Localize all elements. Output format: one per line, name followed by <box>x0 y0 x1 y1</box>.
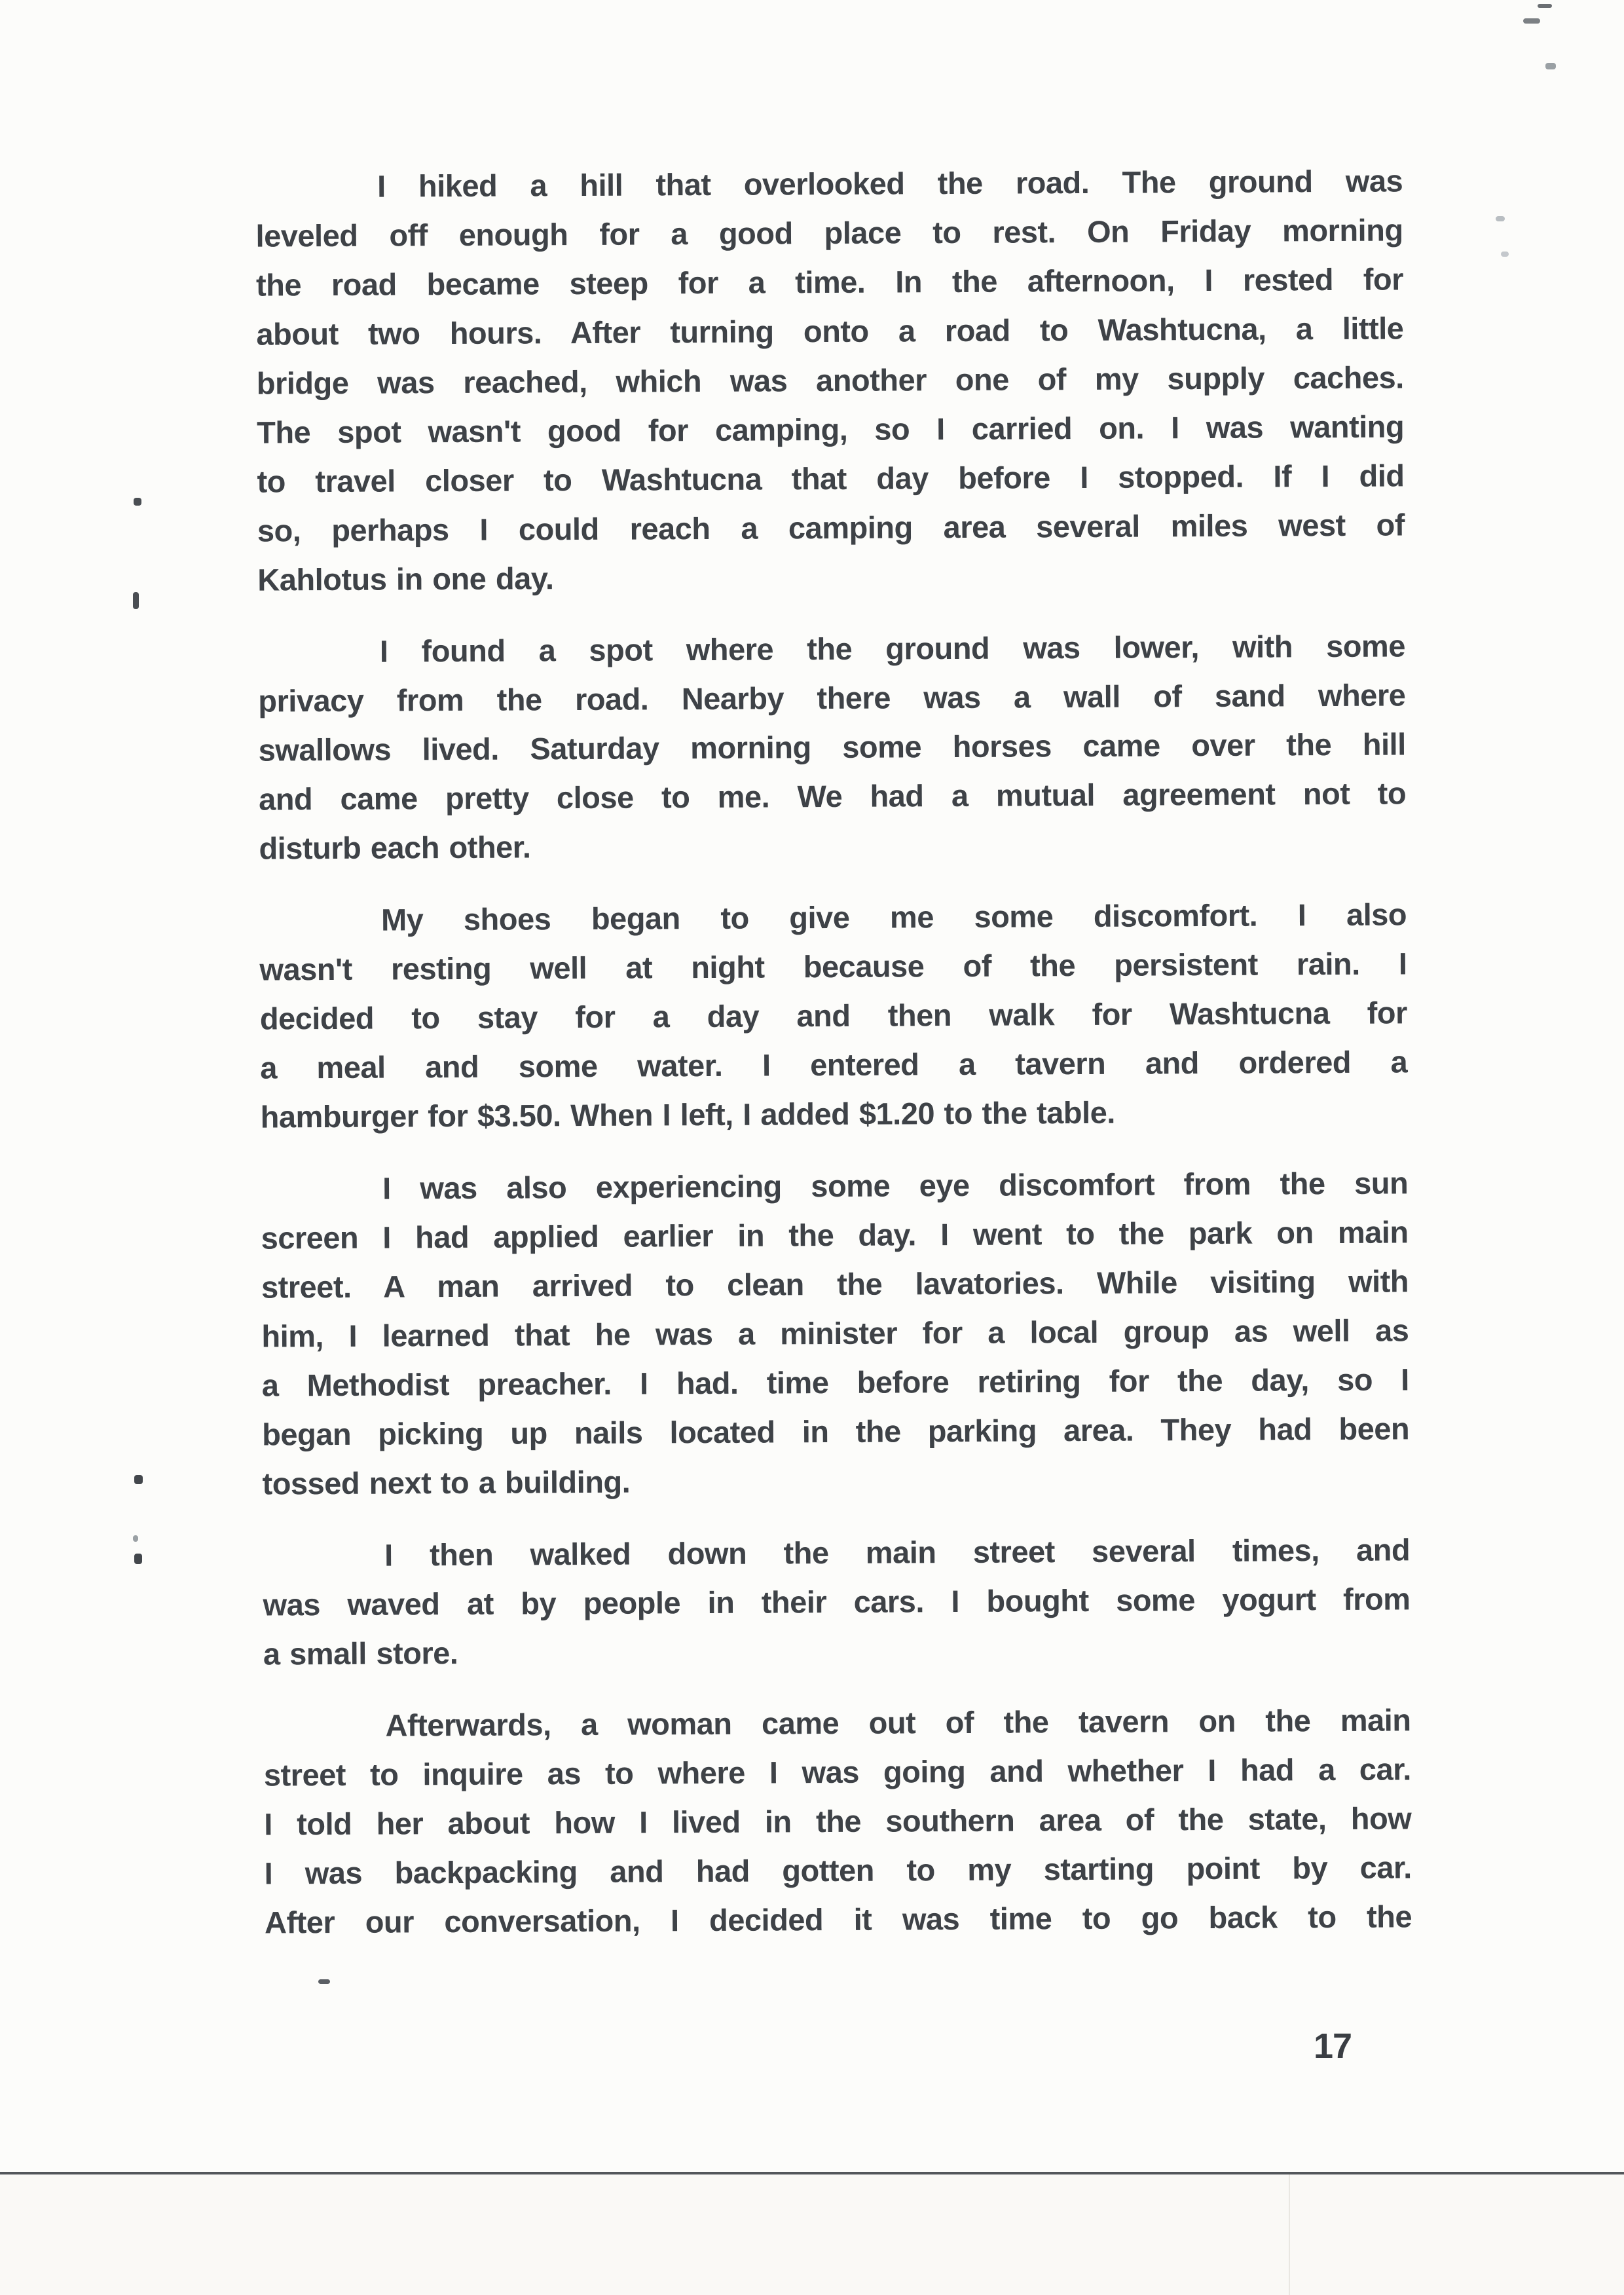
paragraph <box>261 1158 1410 1508</box>
text-line: began picking up nails located in the parking area. They had been <box>262 1411 1410 1452</box>
ink-speckle <box>1496 216 1505 221</box>
paragraph <box>259 889 1408 1141</box>
text-line: hamburger for $3.50. When I left, I added $1.20 to the table. <box>260 1094 1115 1134</box>
ink-speckle <box>133 1535 138 1542</box>
text-line: I hiked a hill that overlooked the road. The ground was <box>377 163 1403 204</box>
ink-speckle <box>1538 4 1552 8</box>
text-line: I told her about how I lived in the southern area of the state, how <box>264 1801 1412 1842</box>
ink-speckle <box>1545 63 1556 69</box>
scan-crease-line <box>1289 2174 1290 2295</box>
text-line: and came pretty close to me. We had a mutual agreement not to <box>258 775 1407 817</box>
text-line: tossed next to a building. <box>262 1464 631 1501</box>
text-line: a Methodist preacher. I had. time before retiring for the day, so I <box>261 1362 1409 1403</box>
text-line: I was also experiencing some eye discomfort from the sun <box>382 1165 1409 1206</box>
ink-speckle <box>1523 18 1540 24</box>
text-line: I found a spot where the ground was lower, with some <box>379 628 1406 669</box>
text-line: him, I learned that he was a minister for a local group as well as <box>261 1313 1409 1354</box>
paragraph <box>263 1525 1411 1678</box>
text-line: privacy from the road. Nearby there was a wall of sand where <box>258 677 1406 718</box>
text-line: decided to stay for a day and then walk for Washtucna for <box>259 995 1407 1036</box>
text-line: street. A man arrived to clean the lavatories. While visiting with <box>261 1263 1409 1305</box>
text-block <box>255 156 1412 1969</box>
ink-speckle <box>1501 252 1509 257</box>
ink-speckle <box>134 1554 142 1564</box>
text-line: bridge was reached, which was another one of my supply caches. <box>256 360 1404 401</box>
text-line: Afterwards, a woman came out of the tavern on the main <box>385 1702 1411 1743</box>
paragraph <box>258 621 1407 872</box>
ink-speckle <box>134 498 141 506</box>
page-bottom-rule <box>0 2172 1624 2174</box>
text-line: After our conversation, I decided it was time to go back to the <box>264 1899 1412 1940</box>
page-number: 17 <box>1314 2026 1352 2066</box>
ink-speckle <box>134 1475 143 1484</box>
text-line: street to inquire as to where I was going and whether I had a car. <box>263 1751 1412 1793</box>
text-line: I was backpacking and had gotten to my starting point by car. <box>264 1850 1412 1891</box>
text-line: was waved at by people in their cars. I bought some yogurt from <box>263 1581 1411 1622</box>
text-line: wasn't resting well at night because of the persistent rain. I <box>259 946 1407 987</box>
ink-speckle <box>318 1979 330 1984</box>
paragraph <box>255 156 1405 604</box>
ink-speckle <box>133 592 139 609</box>
text-line: to travel closer to Washtucna that day before I stopped. If I did <box>257 458 1405 499</box>
text-line: Kahlotus in one day. <box>257 561 554 597</box>
text-line: swallows lived. Saturday morning some horses came over the hill <box>258 726 1406 768</box>
text-line: a meal and some water. I entered a tavern and ordered a <box>260 1044 1408 1085</box>
text-line: the road became steep for a time. In the afternoon, I rested for <box>255 261 1404 303</box>
text-line: screen I had applied earlier in the day. I went to the park on main <box>261 1214 1409 1256</box>
page-bottom-band <box>0 2174 1624 2295</box>
paragraph <box>263 1695 1412 1947</box>
text-line: The spot wasn't good for camping, so I carried on. I was wanting <box>257 409 1405 450</box>
text-line: My shoes began to give me some discomfort. I also <box>380 897 1407 937</box>
text-line: so, perhaps I could reach a camping area several miles west of <box>257 507 1405 548</box>
text-line: leveled off enough for a good place to rest. On Friday morning <box>255 212 1403 253</box>
text-line: about two hours. After turning onto a road to Washtucna, a little <box>256 310 1404 352</box>
text-line: I then walked down the main street several times, and <box>384 1532 1411 1573</box>
text-line: a small store. <box>263 1635 458 1671</box>
text-line: disturb each other. <box>259 829 531 866</box>
